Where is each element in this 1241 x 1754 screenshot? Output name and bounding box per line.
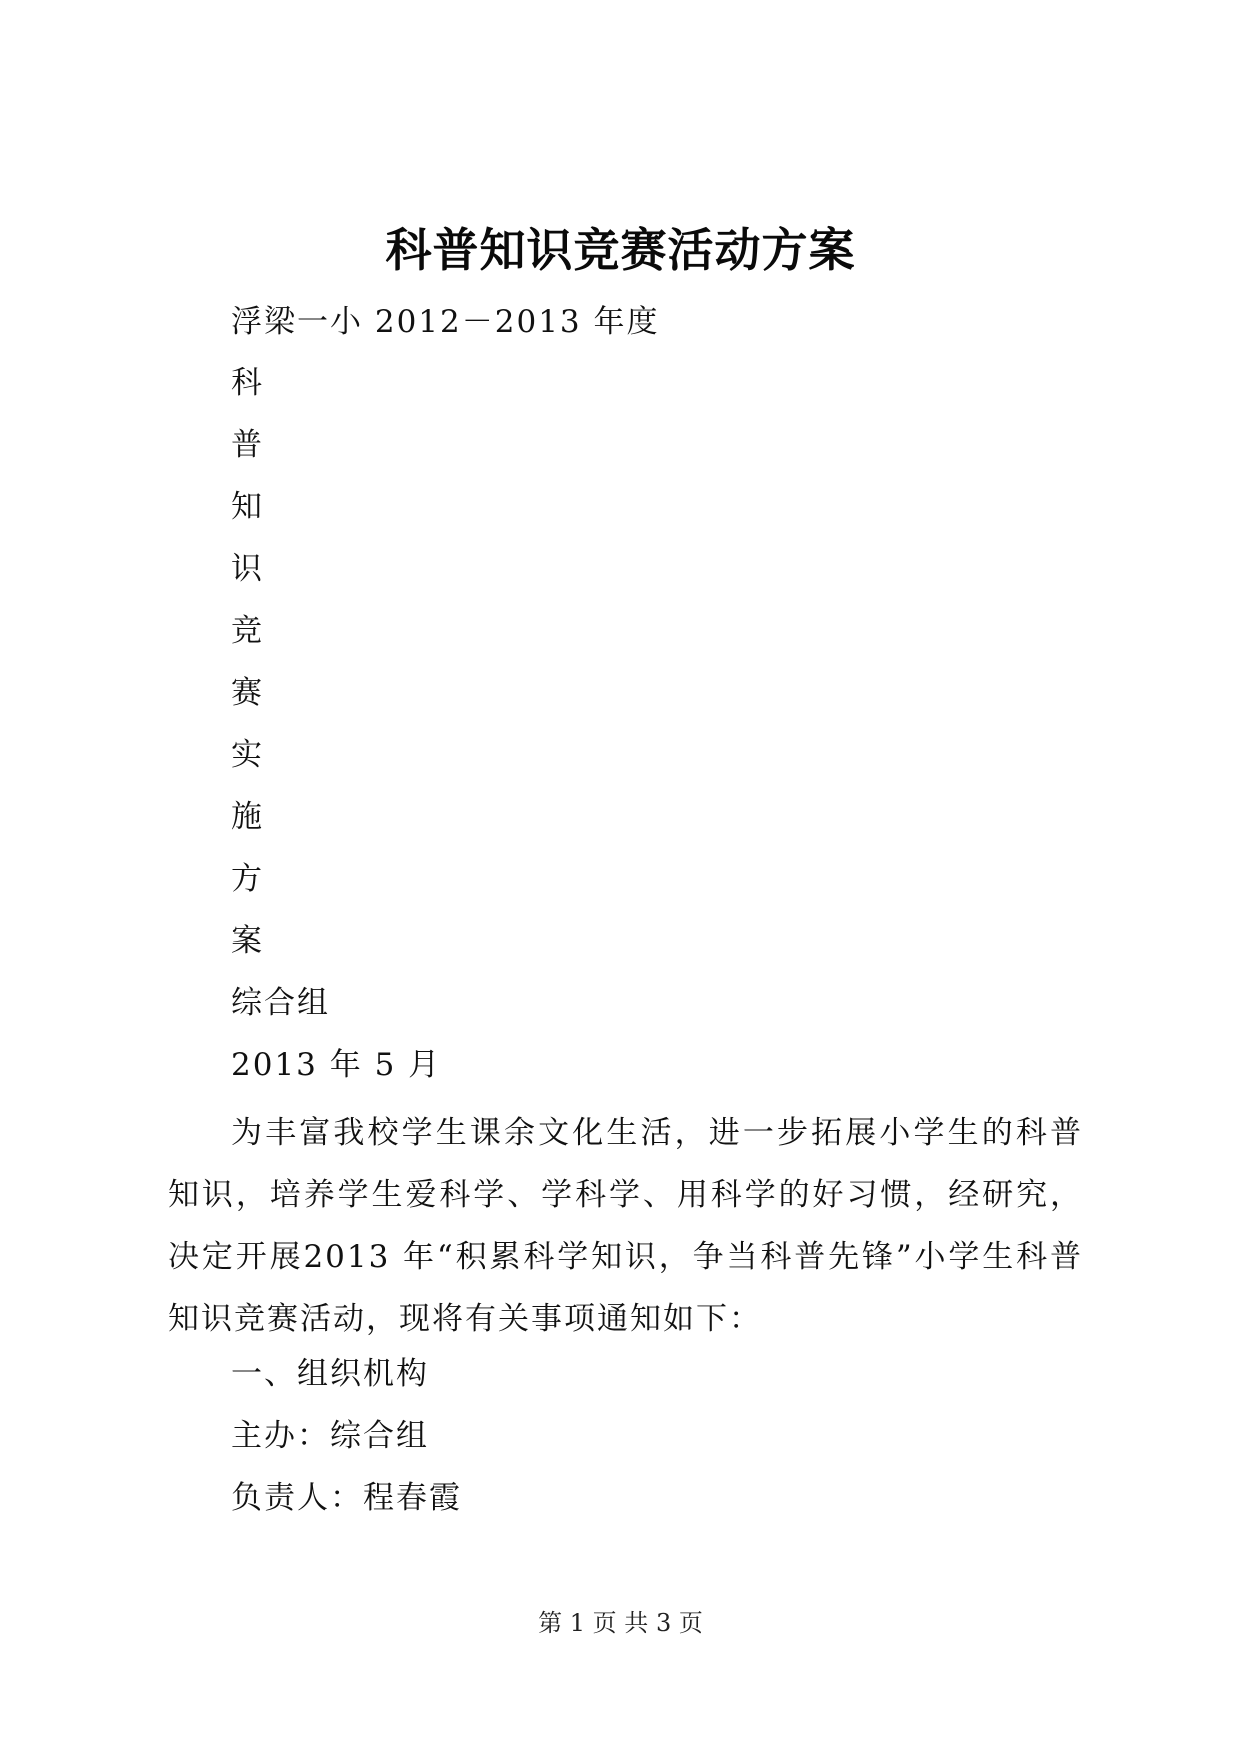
vertical-char-line: 科 xyxy=(231,365,264,401)
school-year-line: 浮梁一小 2012－2013 年度 xyxy=(231,304,660,340)
document-title: 科普知识竞赛活动方案 xyxy=(385,223,856,277)
vertical-char-line: 实 xyxy=(231,737,264,773)
section-heading: 一、组织机构 xyxy=(231,1356,429,1392)
intro-paragraph-text: 为丰富我校学生课余文化生活，进一步拓展小学生的科普知识，培养学生爱科学、学科学、用科学的好习惯，经研究，决定开展2013 年“积累科学知识，争当科普先锋”小学生科普知识竞赛活动，现将有关事项通知如下： xyxy=(168,1115,1083,1337)
vertical-char-line: 赛 xyxy=(231,675,264,711)
vertical-char-line: 知 xyxy=(231,489,264,525)
vertical-char-line: 普 xyxy=(231,427,264,463)
vertical-char-line: 竞 xyxy=(231,613,264,649)
body-paragraph xyxy=(168,1102,1083,1350)
vertical-char-line: 识 xyxy=(231,551,264,587)
vertical-char-line: 施 xyxy=(231,799,264,835)
date-line: 2013 年 5 月 xyxy=(231,1047,442,1083)
vertical-char-line: 案 xyxy=(231,923,264,959)
person-in-charge-line: 负责人：程春霞 xyxy=(231,1480,462,1516)
organizer-line: 主办：综合组 xyxy=(231,1418,429,1454)
vertical-char-line: 方 xyxy=(231,861,264,897)
page-footer: 第 1 页 共 3 页 xyxy=(538,1609,703,1637)
department-line: 综合组 xyxy=(231,985,330,1021)
